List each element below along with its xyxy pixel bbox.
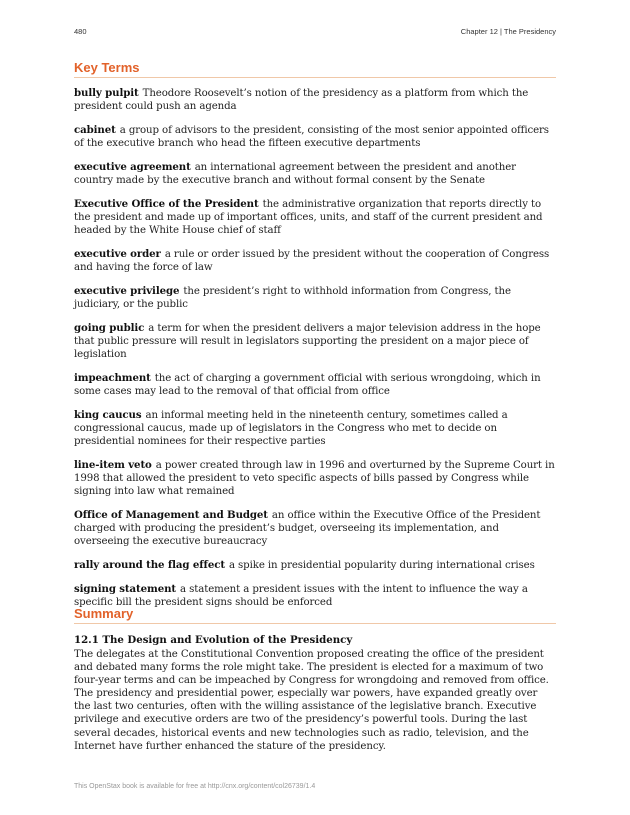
page-number: 480	[74, 27, 87, 36]
term-word: rally around the flag effect	[74, 559, 225, 571]
term-entry	[74, 559, 556, 572]
term-definition: an international agreement between the president and another country made by the executive branch and without formal consent by the Senate	[74, 162, 516, 186]
page-footer: This OpenStax book is available for free at http://cnx.org/content/col26739/1.4	[74, 783, 316, 790]
term-word: bully pulpit	[74, 87, 139, 99]
term-entry	[74, 87, 556, 113]
term-definition: a statement a president issues with the intent to influence the way a specific bill the president signs should be enforced	[74, 584, 528, 608]
term-word: executive privilege	[74, 285, 180, 297]
term-word: executive order	[74, 248, 161, 260]
term-definition: a rule or order issued by the president without the cooperation of Congress and having the force of law	[74, 249, 550, 273]
chapter-title: Chapter 12 | The Presidency	[460, 27, 556, 36]
term-definition: a group of advisors to the president, consisting of the most senior appointed officers of the executive branch who head the fifteen executive departments	[74, 125, 549, 149]
summary-subheading: 12.1 The Design and Evolution of the Presidency	[74, 634, 353, 646]
term-definition: the president’s right to withhold information from Congress, the judiciary, or the public	[74, 286, 511, 310]
term-word: signing statement	[74, 583, 176, 595]
page-header	[74, 27, 556, 39]
term-definition: an office within the Executive Office of the President charged with producing the president’s budget, overseeing its implementation, and overseeing the executive bureaucracy	[74, 510, 541, 547]
term-entry	[74, 509, 556, 548]
term-word: executive agreement	[74, 161, 191, 173]
term-word: Executive Office of the President	[74, 198, 259, 210]
term-entry	[74, 322, 556, 361]
term-entry	[74, 372, 556, 398]
term-word: cabinet	[74, 124, 116, 136]
term-entry	[74, 583, 556, 609]
key-terms-heading: Key Terms	[74, 61, 556, 78]
term-word: impeachment	[74, 372, 151, 384]
term-entry	[74, 124, 556, 150]
summary-paragraph: The delegates at the Constitutional Convention proposed creating the office of the president and debated many forms the role might take. The president is elected for a maximum of two four-year terms and can be impeached by Congress for wrongdoing and removed from office. The presidency and presidential power, especially war powers, have expanded greatly over the last two centuries, often with the willing assistance of the legislative branch. Executive privilege and executive orders are two of the presidency’s powerful tools. During the last several decades, historical events and new technologies such as radio, television, and the Internet have further enhanced the stature of the presidency.	[74, 649, 549, 752]
term-definition: a power created through law in 1996 and overturned by the Supreme Court in 1998 that allowed the president to veto specific aspects of bills passed by Congress while signing into law what remained	[74, 460, 555, 497]
term-word: king caucus	[74, 409, 142, 421]
term-entry	[74, 198, 556, 237]
summary-section	[74, 634, 556, 753]
term-word: Office of Management and Budget	[74, 509, 268, 521]
term-entry	[74, 248, 556, 274]
term-definition: Theodore Roosevelt’s notion of the presidency as a platform from which the president could push an agenda	[74, 88, 529, 112]
term-entry	[74, 409, 556, 448]
term-definition: an informal meeting held in the nineteenth century, sometimes called a congressional caucus, made up of legislators in the Congress who met to decide on presidential nominees for their respective parties	[74, 410, 508, 447]
term-entry	[74, 285, 556, 311]
term-definition: the act of charging a government official with serious wrongdoing, which in some cases may lead to the removal of that official from office	[74, 373, 541, 397]
term-entry	[74, 161, 556, 187]
term-word: line-item veto	[74, 459, 152, 471]
term-word: going public	[74, 322, 145, 334]
term-definition: a term for when the president delivers a major television address in the hope that public pressure will result in legislators supporting the president on a major piece of legislation	[74, 323, 541, 360]
key-terms-list	[74, 87, 556, 620]
term-definition: a spike in presidential popularity during international crises	[228, 560, 535, 571]
term-entry	[74, 459, 556, 498]
summary-heading: Summary	[74, 607, 556, 624]
term-definition: the administrative organization that reports directly to the president and made up of important offices, units, and staff of the current president and headed by the White House chief of staff	[74, 199, 543, 236]
